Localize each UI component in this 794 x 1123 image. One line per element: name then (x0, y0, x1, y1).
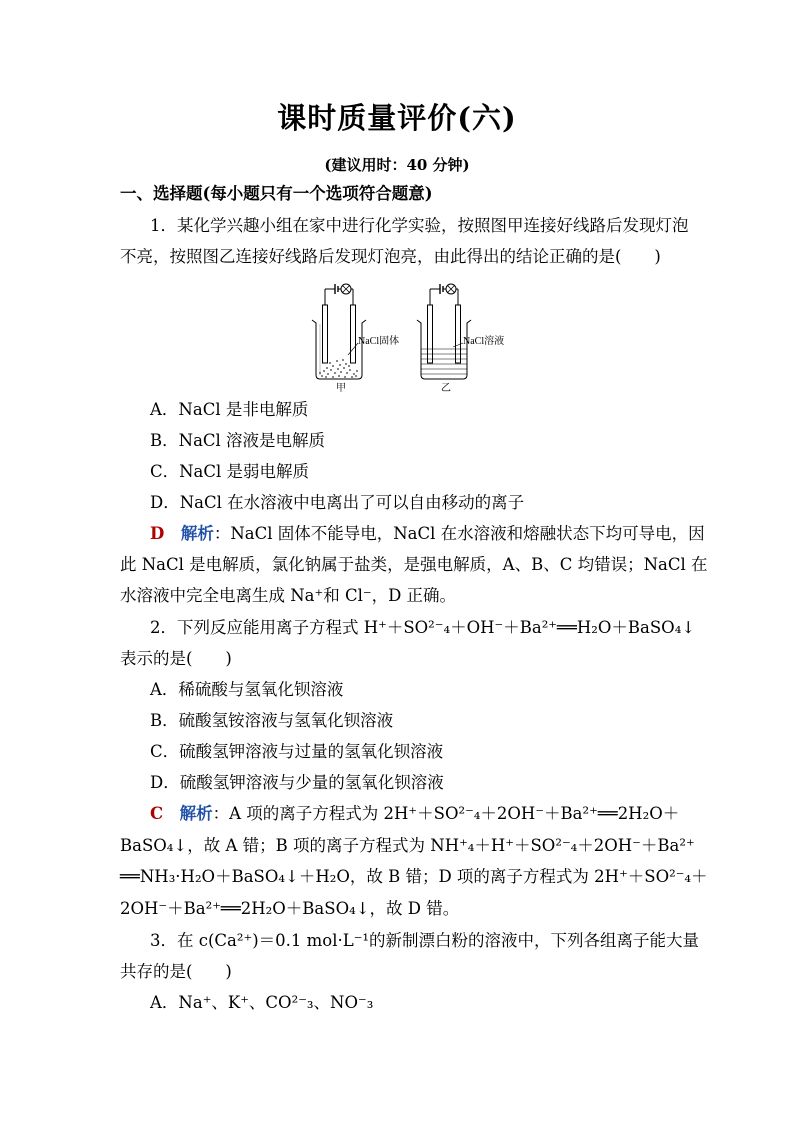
q3-stem-line2: 共存的是( ) (120, 962, 232, 981)
q1-stem-line1: 1．某化学兴趣小组在家中进行化学实验，按照图甲连接好线路后发现灯泡 (150, 216, 689, 235)
page-title: 课时质量评价(六) (277, 101, 517, 135)
q2-stem-line2: 表示的是( ) (120, 649, 232, 668)
q1-answer: D (150, 524, 165, 543)
label-nacl-solid: NaCl固体 (358, 336, 400, 347)
q2-option-c: C．硫酸氢钾溶液与过量的氢氧化钡溶液 (150, 742, 444, 761)
q2-answer: C (150, 804, 164, 823)
q1-analysis-line3: 水溶液中完全电离生成 Na⁺和 Cl⁻，D 正确。 (120, 586, 457, 605)
beaker-yi (417, 284, 504, 393)
q2-option-a: A．稀硫酸与氢氧化钡溶液 (150, 680, 344, 699)
label-nacl-solution: NaCl溶液 (463, 336, 505, 347)
q2-analysis-line2: BaSO₄↓，故 A 错；B 项的离子方程式为 NH⁺₄＋H⁺＋SO²⁻₄＋2OH⁻＋Ba²⁺ (120, 836, 695, 855)
q2-analysis-line3: ══NH₃·H₂O＋BaSO₄↓＋H₂O，故 B 错；D 项的离子方程式为 2H⁺＋SO²⁻₄＋ (120, 867, 708, 886)
caption-jia: 甲 (336, 383, 346, 393)
q1-option-a: A．NaCl 是非电解质 (150, 400, 309, 419)
q2-analysis-line1 (150, 803, 710, 825)
q2-analysis-text1: ：A 项的离子方程式为 2H⁺＋SO²⁻₄＋2OH⁻＋Ba²⁺══2H₂O＋ (212, 804, 680, 823)
q2-analysis-label: 解析 (179, 804, 213, 823)
q1-option-b: B．NaCl 溶液是电解质 (150, 431, 326, 450)
q2-analysis-line4: 2OH⁻＋Ba²⁺══2H₂O＋BaSO₄↓，故 D 错。 (120, 899, 460, 918)
q1-option-c: C．NaCl 是弱电解质 (150, 462, 310, 481)
time-note: (建议用时：40 分钟) (324, 156, 470, 174)
q1-option-d: D．NaCl 在水溶液中电离出了可以自由移动的离子 (150, 493, 525, 512)
q1-analysis-label: 解析 (180, 524, 214, 543)
q1-analysis-text1: ：NaCl 固体不能导电，NaCl 在水溶液和熔融状态下均可导电，因 (213, 524, 705, 543)
q3-option-a: A．Na⁺、K⁺、CO²⁻₃、NO⁻₃ (150, 993, 374, 1012)
q1-analysis-line2: 此 NaCl 是电解质，氯化钠属于盐类，是强电解质，A、B、C 均错误；NaCl 在 (120, 555, 708, 574)
q2-stem-line1: 2．下列反应能用离子方程式 H⁺＋SO²⁻₄＋OH⁻＋Ba²⁺══H₂O＋BaSO₄↓ (150, 618, 696, 637)
section-heading: 一、选择题(每小题只有一个选项符合题意) (120, 184, 433, 203)
q2-option-b: B．硫酸氢铵溶液与氢氧化钡溶液 (150, 711, 394, 730)
q1-stem-line2: 不亮，按照图乙连接好线路后发现灯泡亮，由此得出的结论正确的是( ) (120, 247, 661, 266)
q1-analysis-line1 (150, 523, 710, 545)
q3-stem-line1: 3．在 c(Ca²⁺)＝0.1 mol·L⁻¹的新制漂白粉的溶液中，下列各组离子能大量 (150, 931, 700, 950)
q2-option-d: D．硫酸氢钾溶液与少量的氢氧化钡溶液 (150, 773, 444, 792)
beaker-circuit-figure (300, 275, 520, 393)
caption-yi: 乙 (441, 383, 451, 393)
beaker-jia (312, 284, 399, 393)
